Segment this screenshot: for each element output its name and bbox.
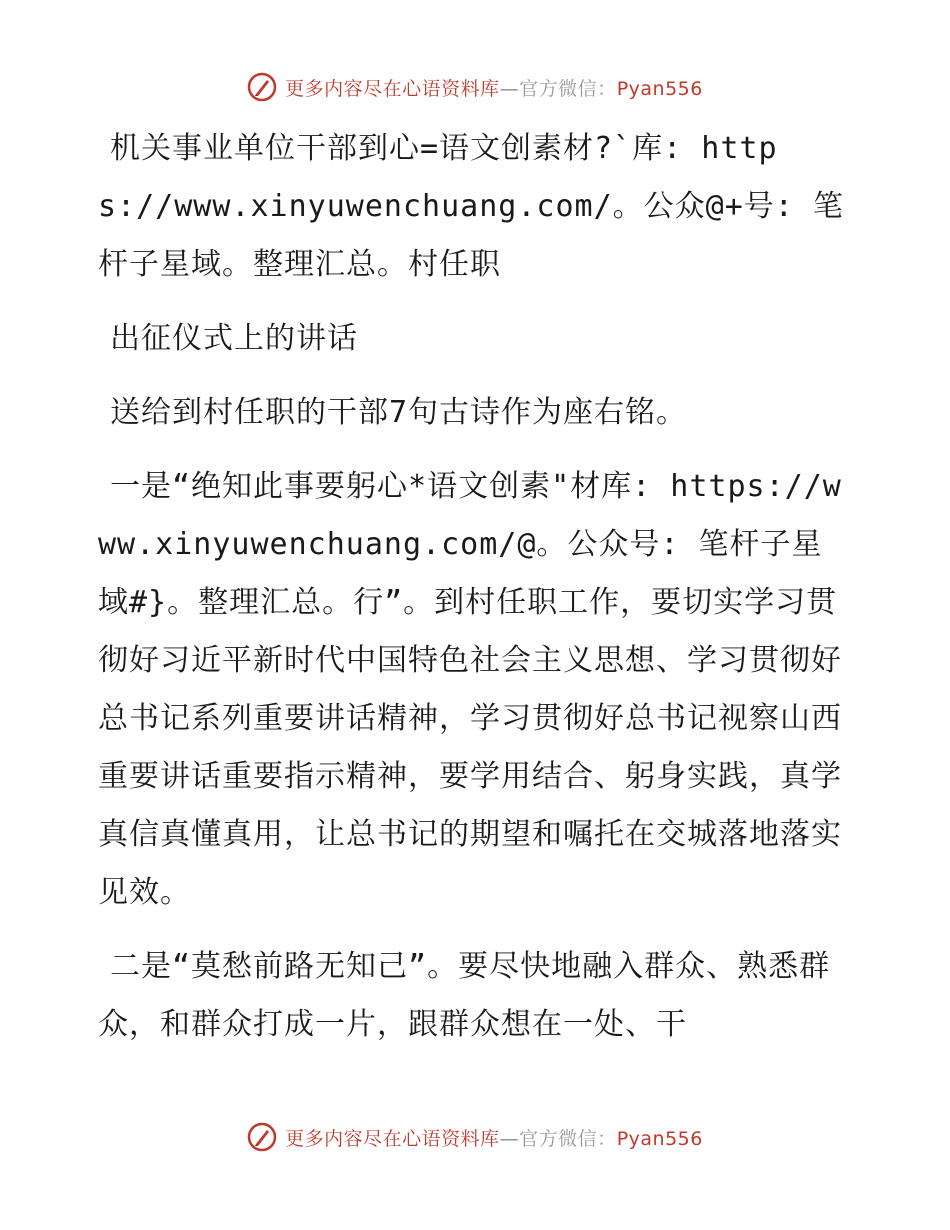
quill-logo-icon <box>247 1122 277 1152</box>
footer-brand-text: 更多内容尽在心语资料库 <box>285 1127 500 1150</box>
footer-banner-text <box>285 1124 703 1151</box>
header-brand-text: 更多内容尽在心语资料库 <box>285 77 500 100</box>
footer-wechat-label: 官方微信： <box>519 1127 617 1150</box>
paragraph-1: 机关事业单位干部到心=语文创素材?`库: https://www.xinyuwenchuang.com/。公众@+号: 笔杆子星域。整理汇总。村任职 <box>98 131 844 282</box>
paragraph-3: 送给到村任职的干部7句古诗作为座右铭。 <box>110 395 688 430</box>
paragraph-2: 出征仪式上的讲话 <box>110 321 358 356</box>
paragraph-5: 二是“莫愁前路无知己”。要尽快地融入群众、熟悉群众，和群众打成一片，跟群众想在一处、干 <box>98 949 831 1042</box>
footer-banner <box>0 1122 950 1152</box>
footer-dash: — <box>499 1127 520 1150</box>
document-body <box>98 120 850 1070</box>
header-banner-text <box>285 74 703 101</box>
footer-wechat-id: Pyan556 <box>616 1127 703 1150</box>
paragraph-4: 一是“绝知此事要躬心*语文创素"材库: https://www.xinyuwenchuang.com/@。公众号: 笔杆子星域#}。整理汇总。行”。到村任职工作，要切实学习贯彻好习近平新时代中国特色社会主义思想、学习贯彻好总书记系列重要讲话精神，学习贯彻好总书记视察山西重要讲话重要指示精神，要学用结合、躬身实践，真学真信真懂真用，让总书记的期望和嘱托在交城落地落实见效。 <box>98 469 842 910</box>
header-wechat-label: 官方微信： <box>519 77 617 100</box>
quill-logo-icon <box>247 72 277 102</box>
header-wechat-id: Pyan556 <box>616 77 703 100</box>
header-dash: — <box>499 77 520 100</box>
header-banner <box>0 72 950 102</box>
